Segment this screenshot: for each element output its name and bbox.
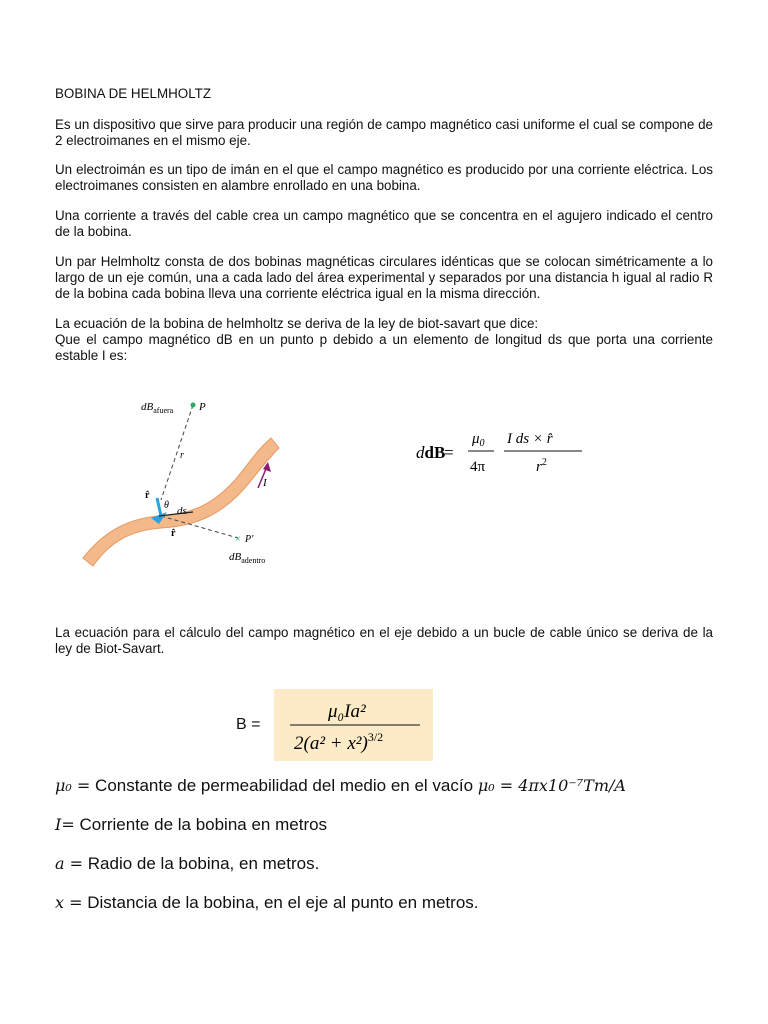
loop-formula-numerator: μ₀Ia² <box>328 701 366 722</box>
variable-x-symbol: x = <box>55 893 83 912</box>
biot-savart-formula <box>410 420 600 480</box>
formula-equals: = <box>444 443 454 462</box>
r-label: r <box>180 450 184 461</box>
formula-numerator: I ds × r̂ <box>507 431 553 447</box>
page-title: BOBINA DE HELMHOLTZ <box>55 86 212 101</box>
variable-x-text: Distancia de la bobina, en el eje al punto en metros. <box>87 893 479 912</box>
loop-formula-box <box>274 689 433 761</box>
loop-formula-denominator: $2(a^2 + x^2)^{3/2}$ <box>294 730 384 754</box>
db-adentro-label: $dB_{adentro}$ <box>229 551 266 565</box>
loop-formula-lhs: B = <box>236 716 261 733</box>
current-label: I <box>263 477 267 489</box>
formula-lhs: ddB <box>416 443 446 462</box>
variable-x <box>55 893 479 913</box>
paragraph-ecuacion-intro: La ecuación de la bobina de helmholtz se deriva de la ley de biot-savart que dice: <box>55 316 539 331</box>
r-dashed-line <box>161 405 193 500</box>
variable-i-text: Corriente de la bobina en metros <box>79 815 328 834</box>
rhat-top-label: r̂ <box>145 490 150 501</box>
paragraph-helmholtz-pair: Un par Helmholtz consta de dos bobinas magnéticas circulares idénticas que se colocan simétricamente a lo largo de un eje común, una a cada lado del área experimental y separados por una distancia h igual al radio R de la bobina cada bobina lleva una corriente eléctrica igual en la misma dirección. <box>55 254 713 301</box>
paragraph-campo-db: Que el campo magnético dB en un punto p debido a un elemento de longitud ds que porta una corriente estable I es: <box>55 332 713 363</box>
point-p-dot <box>191 403 196 408</box>
ds-label: ds <box>177 505 187 517</box>
variable-i <box>55 815 327 835</box>
paragraph-corriente: Una corriente a través del cable crea un campo magnético que se concentra en el agujero indicado el centro de la bobina. <box>55 208 713 239</box>
variable-a <box>55 854 319 874</box>
variable-mu0 <box>55 776 626 796</box>
loop-formula-svg <box>274 689 433 761</box>
point-p-prime-cross: × <box>235 534 241 545</box>
db-afuera-label: $dB_{afuera}$ <box>141 401 174 415</box>
paragraph-definition: Es un dispositivo que sirve para producir una región de campo magnético casi uniforme el cual se compone de 2 electroimanes en el mismo eje. <box>55 117 713 148</box>
variable-mu0-value: μ₀ = 4πx10⁻⁷Tm/A <box>477 776 626 795</box>
variable-a-text: Radio de la bobina, en metros. <box>87 854 320 873</box>
point-p-prime-label: P′ <box>245 534 254 545</box>
formula-mu: $\mu_0$ <box>472 431 485 449</box>
point-p-label: P <box>199 401 206 413</box>
paragraph-electroiman: Un electroimán es un tipo de imán en el que el campo magnético es producido por una corriente eléctrica. Los electroimanes consisten en alambre enrollado en una bobina. <box>55 162 713 193</box>
variable-mu0-text: Constante de permeabilidad del medio en el vacío <box>95 776 474 795</box>
variable-mu0-symbol: μ₀ = <box>55 776 91 795</box>
rhat-blue-arrow <box>157 498 161 516</box>
formula-denominator: $r^2$ <box>536 457 547 475</box>
formula-four-pi: 4π <box>470 459 486 475</box>
rhat-bottom-label: r̂ <box>171 528 176 539</box>
variable-a-symbol: a = <box>55 854 84 873</box>
biot-savart-diagram <box>75 390 305 575</box>
paragraph-bucle: La ecuación para el cálculo del campo magnético en el eje debido a un bucle de cable único se deriva de la ley de Biot-Savart. <box>55 625 713 656</box>
theta-label: θ <box>164 500 169 511</box>
variable-i-symbol: I= <box>55 815 75 834</box>
